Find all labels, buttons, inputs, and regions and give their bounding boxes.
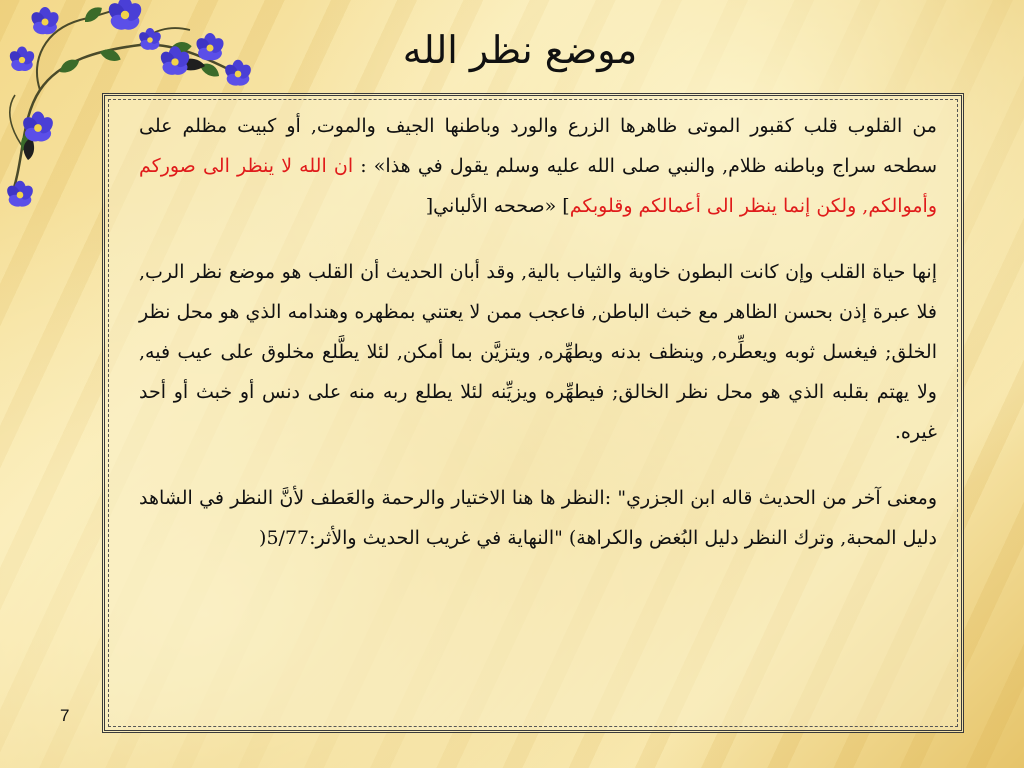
- slide-title: موضع نظر الله: [402, 28, 638, 72]
- paragraph-intro-text: من القلوب قلب كقبور الموتى ظاهرها الزرع والورد وباطنها الجيف والموت, أو كبيت مظلم على سطحه سراج وباطنه ظلام, والنبي صلى الله عليه وسلم يقول في هذا» :: [139, 115, 937, 177]
- flower-icon: [105, 0, 144, 32]
- paragraph-explanation: إنها حياة القلب وإن كانت البطون خاوية والثياب بالية, وقد أبان الحديث أن القلب هو موضع نظر الرب, فلا عبرة إذن بحسن الظاهر مع خبث الباطن, فاعجب ممن لا يعتني بمظهره وهندامه الذي هو محل نظر الخلق; فيغسل ثوبه ويعطِّره, وينظف بدنه ويطهِّره, ويتزيَّن بما أمكن, لئلا يطَّلع مخلوق على عيب فيه, ولا يهتم بقلبه الذي هو محل نظر الخالق; فيطهِّره ويزيِّنه لئلا يطلع ربه منه على دنس أو خبث أو أحد غيره.: [139, 261, 937, 443]
- hadith-citation: ] «صححه الألباني[: [425, 195, 570, 217]
- paragraph-hadith: [139, 106, 937, 226]
- page-number: 7: [60, 706, 70, 725]
- paragraph-jazari-quote: ومعنى آخر من الحديث قاله ابن الجزري" :النظر ها هنا الاختيار والرحمة والعَطف لأنَّ النظر في الشاهد دليل المحبة, وترك النظر دليل البُغض والكراهة) "النهاية في غريب الحديث والأثر:5/77(: [139, 487, 937, 549]
- flower-icon: [4, 181, 35, 209]
- hadith-quote: ان الله لا ينظر الى صوركم وأموالكم, ولكن إنما ينظر الى أعمالكم وقلوبكم: [139, 155, 937, 217]
- content-box: [102, 93, 964, 733]
- flower-icon: [7, 47, 36, 73]
- flower-icon: [194, 33, 227, 62]
